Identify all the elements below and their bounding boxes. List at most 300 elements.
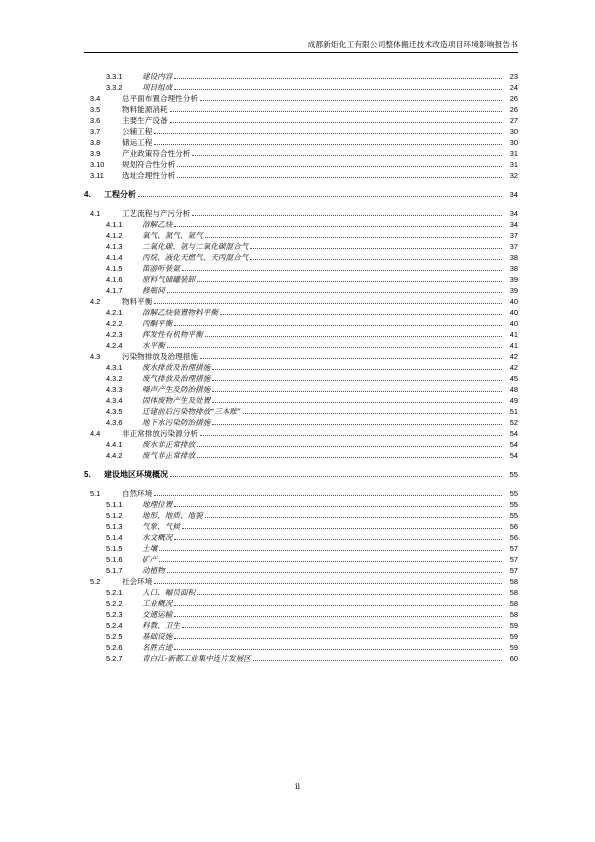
- toc-entry-title: 水文概况: [142, 533, 173, 542]
- toc-entry-page: 54: [509, 429, 518, 438]
- toc-entry-number: 3.3.1: [106, 72, 123, 81]
- toc-entry-page: 54: [509, 451, 518, 460]
- dot-leader: [220, 307, 502, 315]
- toc-entry-number: 4.1.4: [106, 253, 123, 262]
- dot-leader: [205, 230, 502, 238]
- toc-entry-page: 30: [509, 127, 518, 136]
- toc-entry[interactable]: [84, 587, 518, 598]
- toc-entry-number: 5.2: [90, 577, 101, 586]
- dot-leader: [174, 71, 502, 79]
- toc-entry-leader: [142, 285, 502, 296]
- toc-entry-page: 55: [509, 470, 518, 479]
- dot-leader: [192, 208, 502, 216]
- toc-entry[interactable]: [84, 406, 518, 417]
- toc-entry[interactable]: [84, 137, 518, 148]
- toc-entry-title: 矿产: [142, 555, 158, 564]
- dot-leader: [154, 126, 502, 134]
- dot-leader: [197, 439, 502, 447]
- toc-entry-title: 总平面布置合理性分析: [122, 94, 198, 103]
- dot-leader: [138, 189, 502, 197]
- toc-entry-page: 58: [509, 588, 518, 597]
- toc-entry-page: 31: [509, 149, 518, 158]
- header-rule: [84, 52, 518, 53]
- toc-entry-number: 4.1.1: [106, 220, 123, 229]
- toc-entry-title: 氧气、氮气、氩气: [142, 231, 203, 240]
- toc-entry-leader: [142, 653, 502, 664]
- toc-entry-page: 41: [509, 330, 518, 339]
- toc-entry[interactable]: [84, 642, 518, 653]
- toc-entry-title: 笛游听装氨: [142, 264, 180, 273]
- toc-entry-leader: [142, 439, 502, 450]
- toc-entry-title: 工程分析: [104, 189, 136, 199]
- toc-entry-leader: [122, 137, 502, 148]
- toc-entry[interactable]: [84, 395, 518, 406]
- dot-leader: [159, 543, 502, 551]
- toc-entry-number: 4.1.3: [106, 242, 123, 251]
- toc-entry[interactable]: [84, 428, 518, 439]
- toc-entry[interactable]: [84, 104, 518, 115]
- toc-entry[interactable]: [84, 148, 518, 159]
- toc-entry-page: 57: [509, 566, 518, 575]
- toc-entry-number: 3.3.2: [106, 83, 123, 92]
- toc-entry-title: 废气非正常排放: [142, 451, 196, 460]
- toc-entry-title: 建设地区环境概况: [104, 469, 168, 479]
- toc-entry-leader: [142, 274, 502, 285]
- toc-entry-title: 土壤: [142, 544, 158, 553]
- dot-leader: [250, 241, 502, 249]
- toc-entry[interactable]: [84, 439, 518, 450]
- toc-entry-leader: [142, 329, 502, 340]
- toc-entry-title: 动植物: [142, 566, 165, 575]
- toc-entry-number: 5.1.5: [106, 544, 123, 553]
- toc-entry-page: 51: [509, 407, 518, 416]
- toc-entry-page: 39: [509, 286, 518, 295]
- toc-entry-leader: [142, 373, 502, 384]
- toc-entry-number: 3.9: [90, 149, 101, 158]
- toc-entry-title: 自然环境: [122, 489, 153, 498]
- dot-leader: [205, 510, 502, 518]
- toc-entry-leader: [142, 362, 502, 373]
- toc-entry[interactable]: [84, 469, 518, 480]
- toc-entry-leader: [142, 219, 502, 230]
- dot-leader: [167, 565, 502, 573]
- dot-leader: [170, 469, 502, 477]
- toc-entry-leader: [104, 189, 502, 200]
- toc-entry-title: 科教、卫生: [142, 621, 180, 630]
- toc-entry-number: 3.11: [90, 171, 104, 180]
- toc-entry-number: 4.3.4: [106, 396, 123, 405]
- dot-leader: [250, 252, 502, 260]
- dot-leader: [154, 576, 502, 584]
- toc-entry-leader: [122, 208, 502, 219]
- dot-leader: [182, 521, 502, 529]
- toc-entry-leader: [122, 148, 502, 159]
- toc-entry-page: 34: [509, 220, 518, 229]
- dot-leader: [154, 137, 502, 145]
- toc-entry-leader: [142, 71, 502, 82]
- toc-entry-page: 59: [509, 643, 518, 652]
- toc-entry-number: 4.1: [90, 209, 101, 218]
- toc-entry[interactable]: [84, 609, 518, 620]
- dot-leader: [253, 653, 502, 661]
- toc-entry[interactable]: [84, 82, 518, 93]
- toc-entry-number: 4.: [84, 190, 91, 199]
- toc-entry-number: 3.8: [90, 138, 101, 147]
- toc-entry-number: 4.4.1: [106, 440, 123, 449]
- dot-leader: [197, 450, 502, 458]
- toc-entry-title: 名胜古迹: [142, 643, 173, 652]
- dot-leader: [170, 104, 502, 112]
- toc-entry-leader: [122, 170, 502, 181]
- toc-entry-number: 4.2.4: [106, 341, 123, 350]
- dot-leader: [197, 274, 502, 282]
- toc-entry[interactable]: [84, 373, 518, 384]
- toc-entry-page: 56: [509, 533, 518, 542]
- dot-leader: [200, 351, 502, 359]
- toc-entry-page: 31: [509, 160, 518, 169]
- toc-entry-title: 气象、气候: [142, 522, 180, 531]
- toc-entry[interactable]: [84, 340, 518, 351]
- toc-entry-number: 4.2.1: [106, 308, 123, 317]
- toc-entry-page: 56: [509, 522, 518, 531]
- toc-entry[interactable]: [84, 351, 518, 362]
- toc-entry-leader: [122, 126, 502, 137]
- toc-entry-title: 地下水污染防治措施: [142, 418, 211, 427]
- toc-entry[interactable]: [84, 554, 518, 565]
- toc-entry-leader: [142, 252, 502, 263]
- toc-entry-title: 项目组成: [142, 83, 173, 92]
- toc-entry[interactable]: [84, 71, 518, 82]
- toc-entry[interactable]: [84, 417, 518, 428]
- toc-entry-leader: [122, 296, 502, 307]
- dot-leader: [174, 318, 502, 326]
- toc-entry-page: 59: [509, 621, 518, 630]
- toc-entry-title: 储运工程: [122, 138, 153, 147]
- page-number: ii: [294, 782, 301, 791]
- toc-entry-leader: [142, 241, 502, 252]
- toc-entry[interactable]: [84, 499, 518, 510]
- toc-entry[interactable]: [84, 565, 518, 576]
- toc-entry-number: 4.1.6: [106, 275, 123, 284]
- dot-leader: [212, 362, 502, 370]
- toc-entry-title: 废水非正常排放: [142, 440, 196, 449]
- toc-entry-number: 4.2.2: [106, 319, 123, 328]
- toc-entry-page: 38: [509, 264, 518, 273]
- toc-entry-title: 基础设施: [142, 632, 173, 641]
- toc-entry-number: 4.3.1: [106, 363, 123, 372]
- toc-entry[interactable]: [84, 510, 518, 521]
- dot-leader: [174, 631, 502, 639]
- dot-leader: [174, 642, 502, 650]
- toc-entry-leader: [142, 307, 502, 318]
- toc-entry-number: 4.1.7: [106, 286, 123, 295]
- dot-leader: [200, 93, 502, 101]
- toc-entry-leader: [142, 609, 502, 620]
- toc-entry-page: 40: [509, 297, 518, 306]
- toc-entry-leader: [142, 532, 502, 543]
- toc-entry[interactable]: [84, 488, 518, 499]
- toc-entry-title: 丙酮平衡: [142, 319, 173, 328]
- toc-entry-number: 5.2.7: [106, 654, 123, 663]
- toc-entry-leader: [142, 395, 502, 406]
- toc-entry-number: 5.2.2: [106, 599, 123, 608]
- toc-entry-leader: [142, 620, 502, 631]
- dot-leader: [170, 115, 502, 123]
- toc-entry-title: 溶解乙炔装置物料平衡: [142, 308, 218, 317]
- toc-entry-title: 溶解乙炔: [142, 220, 173, 229]
- toc-entry-leader: [142, 450, 502, 461]
- toc-entry[interactable]: [84, 318, 518, 329]
- toc-entry[interactable]: [84, 285, 518, 296]
- dot-leader: [177, 159, 502, 167]
- toc-entry-title: 固体废物产生及处置: [142, 396, 211, 405]
- dot-leader: [212, 384, 502, 392]
- toc-entry-page: 26: [509, 94, 518, 103]
- dot-leader: [197, 587, 502, 595]
- toc-entry-page: 55: [509, 489, 518, 498]
- toc-entry[interactable]: [84, 115, 518, 126]
- toc-entry-leader: [122, 93, 502, 104]
- toc-entry-number: 5.: [84, 470, 91, 479]
- toc-entry-page: 57: [509, 555, 518, 564]
- toc-entry-page: 48: [509, 385, 518, 394]
- toc-entry[interactable]: [84, 189, 518, 200]
- toc-entry-title: 社会环境: [122, 577, 153, 586]
- toc-entry[interactable]: [84, 532, 518, 543]
- toc-entry-leader: [122, 115, 502, 126]
- toc-entry-page: 26: [509, 105, 518, 114]
- toc-entry-leader: [122, 576, 502, 587]
- toc-entry[interactable]: [84, 241, 518, 252]
- toc-entry-page: 52: [509, 418, 518, 427]
- toc-entry[interactable]: [84, 631, 518, 642]
- toc-entry-page: 40: [509, 308, 518, 317]
- toc-entry-number: 4.4: [90, 429, 101, 438]
- toc-entry-title: 工业概况: [142, 599, 173, 608]
- toc-entry-leader: [142, 384, 502, 395]
- toc-entry[interactable]: [84, 126, 518, 137]
- toc-entry-title: 地理位置: [142, 500, 173, 509]
- toc-entry-page: 32: [509, 171, 518, 180]
- dot-leader: [174, 532, 502, 540]
- toc-entry-page: 57: [509, 544, 518, 553]
- toc-entry-page: 42: [509, 352, 518, 361]
- toc-entry-page: 55: [509, 500, 518, 509]
- dot-leader: [174, 609, 502, 617]
- toc-entry-title: 物料能源消耗: [122, 105, 168, 114]
- dot-leader: [243, 406, 502, 414]
- toc-entry-title: 规划符合性分析: [122, 160, 176, 169]
- toc-entry[interactable]: [84, 521, 518, 532]
- toc-entry-number: 5.1.1: [106, 500, 123, 509]
- toc-entry-number: 5.1.3: [106, 522, 123, 531]
- toc-entry-leader: [142, 642, 502, 653]
- toc-entry-title: 二氧化碳、氩与二氧化碳混合气: [142, 242, 249, 251]
- toc-entry[interactable]: [84, 170, 518, 181]
- toc-entry-number: 4.1.5: [106, 264, 123, 273]
- dot-leader: [212, 373, 502, 381]
- toc-entry-title: 废水排放及治理措施: [142, 363, 211, 372]
- toc-entry-page: 30: [509, 138, 518, 147]
- toc-entry-title: 选址合理性分析: [122, 171, 176, 180]
- toc-entry-number: 4.3.2: [106, 374, 123, 383]
- toc-entry-title: 水平衡: [142, 341, 165, 350]
- toc-entry[interactable]: [84, 543, 518, 554]
- toc-entry[interactable]: [84, 296, 518, 307]
- toc-entry-title: 废气排放及治理措施: [142, 374, 211, 383]
- toc-entry-page: 24: [509, 83, 518, 92]
- toc-entry-page: 55: [509, 511, 518, 520]
- toc-entry-title: 原料气储罐装卸: [142, 275, 196, 284]
- toc-entry-title: 修瓶间: [142, 286, 165, 295]
- toc-entry-number: 5.2.6: [106, 643, 123, 652]
- toc-entry-page: 27: [509, 116, 518, 125]
- toc-entry-title: 青白江-新都工业集中连片发展区: [142, 654, 251, 663]
- toc-entry-page: 40: [509, 319, 518, 328]
- toc-entry-title: 地形、地质、地貌: [142, 511, 203, 520]
- toc-entry-leader: [122, 104, 502, 115]
- toc-entry[interactable]: [84, 208, 518, 219]
- toc-entry[interactable]: [84, 620, 518, 631]
- toc-entry[interactable]: [84, 219, 518, 230]
- toc-entry-leader: [142, 230, 502, 241]
- toc-entry-title: 产业政策符合性分析: [122, 149, 191, 158]
- toc-entry-leader: [142, 565, 502, 576]
- toc-entry-leader: [122, 351, 502, 362]
- dot-leader: [174, 598, 502, 606]
- toc-entry-title: 建设内容: [142, 72, 173, 81]
- toc-entry-leader: [142, 521, 502, 532]
- toc-entry-number: 4.3.6: [106, 418, 123, 427]
- dot-leader: [192, 148, 502, 156]
- toc-entry-number: 4.2.3: [106, 330, 123, 339]
- toc-entry[interactable]: [84, 230, 518, 241]
- toc-entry-number: 3.5: [90, 105, 101, 114]
- toc-entry-leader: [104, 469, 502, 480]
- toc-entry-number: 4.1.2: [106, 231, 123, 240]
- toc-entry-page: 49: [509, 396, 518, 405]
- toc-entry-number: 5.1.7: [106, 566, 123, 575]
- toc-entry-leader: [122, 488, 502, 499]
- toc-entry[interactable]: [84, 362, 518, 373]
- toc-entry-title: 交通运输: [142, 610, 173, 619]
- toc-entry-page: 45: [509, 374, 518, 383]
- toc-entry-number: 5.2.1: [106, 588, 123, 597]
- dot-leader: [167, 340, 502, 348]
- toc-entry-number: 5.2.3: [106, 610, 123, 619]
- toc-entry-page: 41: [509, 341, 518, 350]
- toc-entry-number: 5.2.5: [106, 632, 123, 641]
- toc-entry[interactable]: [84, 93, 518, 104]
- toc-entry-number: 4.3.3: [106, 385, 123, 394]
- toc-entry-number: 3.10: [90, 160, 105, 169]
- toc-entry-number: 5.1: [90, 489, 101, 498]
- toc-entry-leader: [122, 159, 502, 170]
- toc-entry-leader: [142, 598, 502, 609]
- toc-entry[interactable]: [84, 384, 518, 395]
- toc-entry-number: 5.1.2: [106, 511, 123, 520]
- toc-entry-title: 公辅工程: [122, 127, 153, 136]
- toc-entry-number: 4.2: [90, 297, 101, 306]
- toc-entry-page: 23: [509, 72, 518, 81]
- dot-leader: [167, 285, 502, 293]
- toc-entry[interactable]: [84, 653, 518, 664]
- dot-leader: [200, 428, 502, 436]
- running-header: 成都新炬化工有限公司整体搬迁技术改造项目环境影响报告书: [307, 40, 518, 49]
- toc-entry-page: 58: [509, 577, 518, 586]
- dot-leader: [177, 170, 502, 178]
- toc-entry-number: 4.4.2: [106, 451, 123, 460]
- toc-entry-page: 59: [509, 632, 518, 641]
- toc-entry-page: 60: [509, 654, 518, 663]
- toc-entry-page: 58: [509, 599, 518, 608]
- toc-entry-leader: [142, 417, 502, 428]
- toc-entry-page: 39: [509, 275, 518, 284]
- toc-entry[interactable]: [84, 576, 518, 587]
- dot-leader: [212, 395, 502, 403]
- toc-entry-number: 5.1.6: [106, 555, 123, 564]
- toc-entry[interactable]: [84, 598, 518, 609]
- toc-entry[interactable]: [84, 252, 518, 263]
- dot-leader: [154, 296, 502, 304]
- toc-entry-leader: [142, 510, 502, 521]
- toc-entry[interactable]: [84, 307, 518, 318]
- toc-entry-title: 迁建前后污染物排放“三本账”: [142, 407, 241, 416]
- toc-entry-number: 4.3: [90, 352, 101, 361]
- toc-entry-title: 主要生产设备: [122, 116, 168, 125]
- toc-entry-page: 38: [509, 253, 518, 262]
- toc-entry-leader: [142, 499, 502, 510]
- toc-entry-leader: [122, 428, 502, 439]
- toc-entry-leader: [142, 263, 502, 274]
- toc-entry-leader: [142, 587, 502, 598]
- toc-entry-leader: [142, 82, 502, 93]
- toc-entry-page: 37: [509, 242, 518, 251]
- dot-leader: [174, 499, 502, 507]
- toc-entry-page: 42: [509, 363, 518, 372]
- toc-entry-title: 物料平衡: [122, 297, 153, 306]
- toc-entry-page: 37: [509, 231, 518, 240]
- toc-entry-number: 3.4: [90, 94, 101, 103]
- toc-entry-title: 污染物排放及治理措施: [122, 352, 198, 361]
- toc-entry-leader: [142, 543, 502, 554]
- dot-leader: [154, 488, 502, 496]
- dot-leader: [174, 219, 502, 227]
- toc-entry-title: 非正常排放污染源分析: [122, 429, 198, 438]
- toc-entry[interactable]: [84, 274, 518, 285]
- toc-entry-page: 58: [509, 610, 518, 619]
- toc-entry-leader: [142, 554, 502, 565]
- toc-entry[interactable]: [84, 450, 518, 461]
- toc-entry-leader: [142, 340, 502, 351]
- toc-entry-page: 34: [509, 190, 518, 199]
- dot-leader: [174, 82, 502, 90]
- toc-entry-title: 人口、幅员面积: [142, 588, 196, 597]
- toc-entry-title: 丙烷、液化天燃气、天丙混合气: [142, 253, 249, 262]
- toc-entry-page: 54: [509, 440, 518, 449]
- toc-entry-leader: [142, 318, 502, 329]
- dot-leader: [159, 554, 502, 562]
- toc-entry[interactable]: [84, 159, 518, 170]
- toc-entry[interactable]: [84, 329, 518, 340]
- dot-leader: [182, 263, 502, 271]
- toc-entry-title: 工艺流程与产污分析: [122, 209, 191, 218]
- toc-entry-number: 4.3.5: [106, 407, 123, 416]
- toc-entry-leader: [142, 631, 502, 642]
- toc-entry[interactable]: [84, 263, 518, 274]
- toc-entry-page: 34: [509, 209, 518, 218]
- toc-entry-number: 5.1.4: [106, 533, 123, 542]
